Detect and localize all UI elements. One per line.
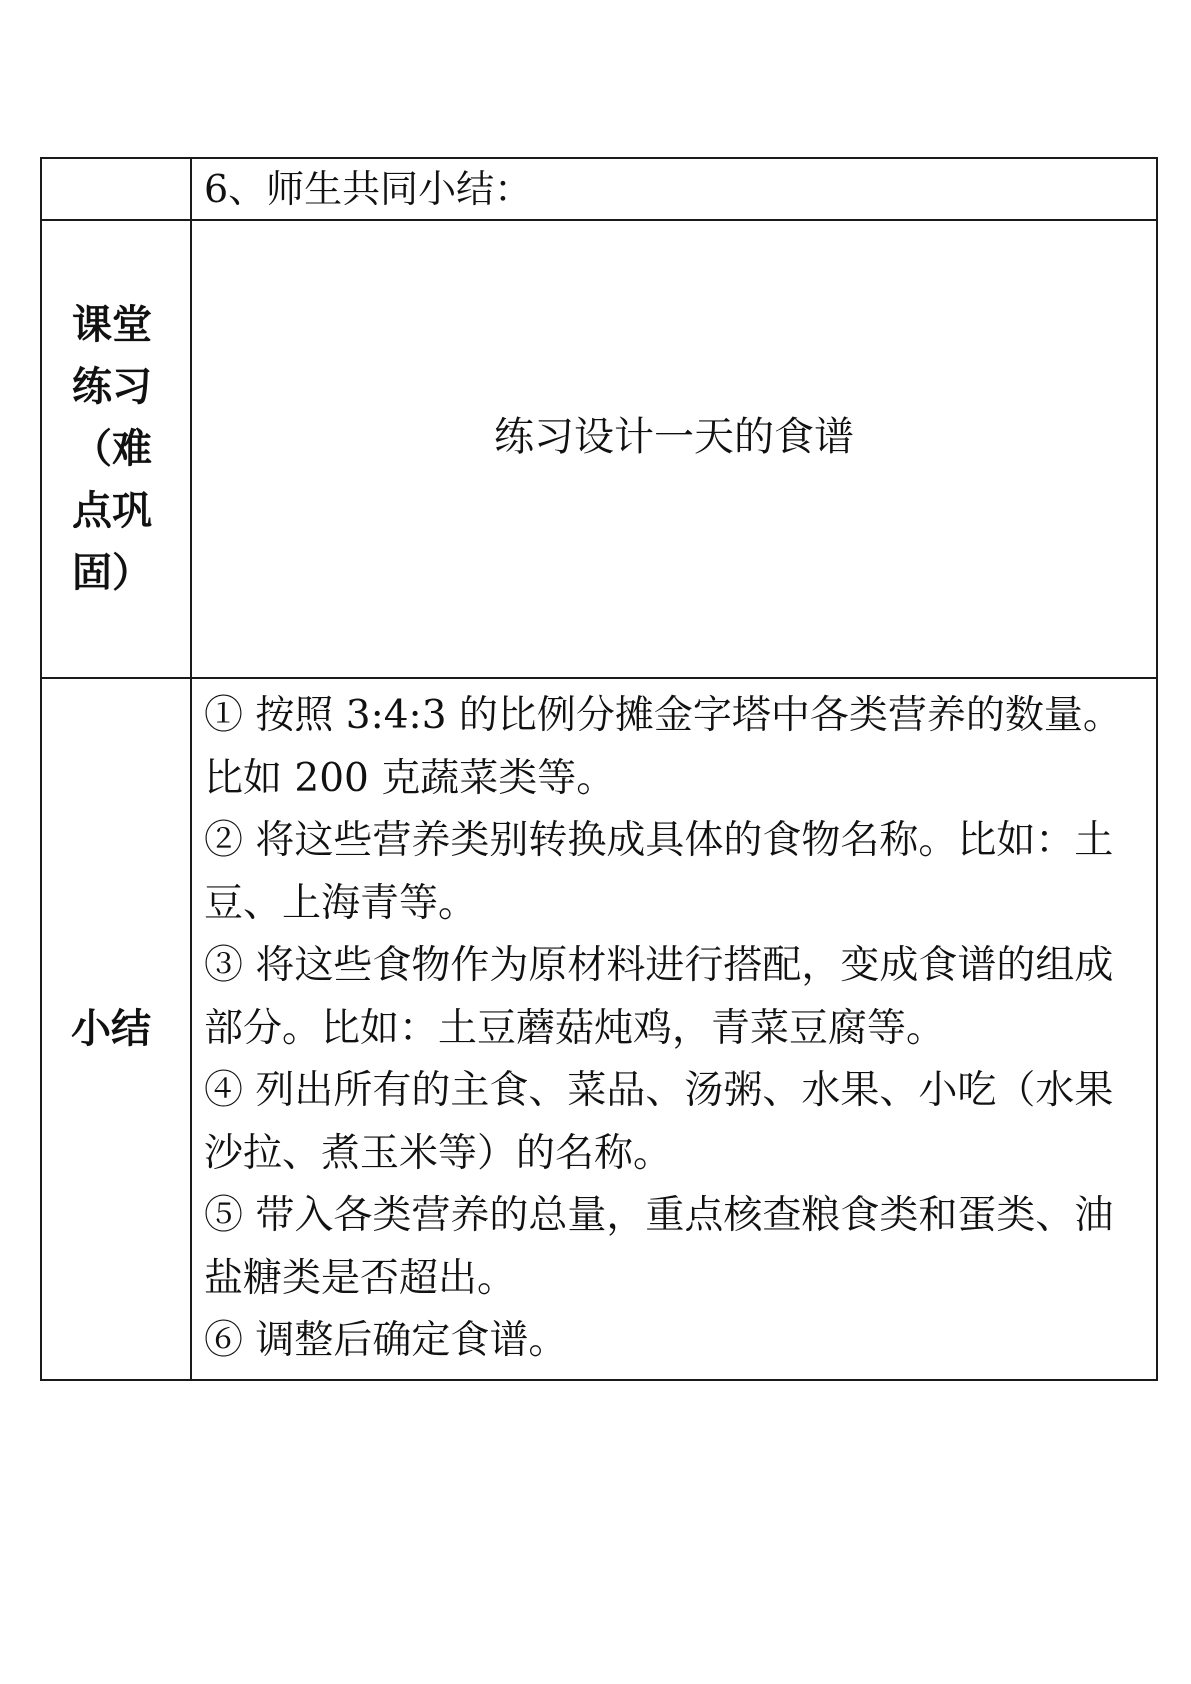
table-row [41, 158, 1157, 220]
summary-label-text: 小结 [71, 1005, 151, 1052]
summary-steps [191, 678, 1157, 1380]
summary-label [41, 678, 191, 1380]
lesson-table [40, 157, 1158, 1381]
step-1: ① 按照 3:4:3 的比例分摊金字塔中各类营养的数量。比如 200 克蔬菜类等。 [204, 693, 1122, 801]
row-label-empty [41, 158, 191, 220]
table-row [41, 220, 1157, 678]
practice-text: 练习设计一天的食谱 [494, 414, 854, 460]
summary-heading: 6、师生共同小结： [191, 158, 1157, 220]
step-2: ② 将这些营养类别转换成具体的食物名称。比如：土豆、上海青等。 [204, 818, 1114, 926]
step-6: ⑥ 调整后确定食谱。 [204, 1318, 568, 1363]
practice-content [191, 220, 1157, 678]
step-4: ④ 列出所有的主食、菜品、汤粥、水果、小吃（水果沙拉、煮玉米等）的名称。 [204, 1068, 1114, 1176]
step-5: ⑤ 带入各类营养的总量，重点核查粮食类和蛋类、油盐糖类是否超出。 [204, 1193, 1114, 1301]
practice-label-text: 课堂练习（难点巩固） [72, 302, 152, 596]
practice-label [41, 220, 191, 678]
step-3: ③ 将这些食物作为原材料进行搭配，变成食谱的组成部分。比如：土豆蘑菇炖鸡，青菜豆腐等。 [204, 943, 1114, 1051]
table-row [41, 678, 1157, 1380]
